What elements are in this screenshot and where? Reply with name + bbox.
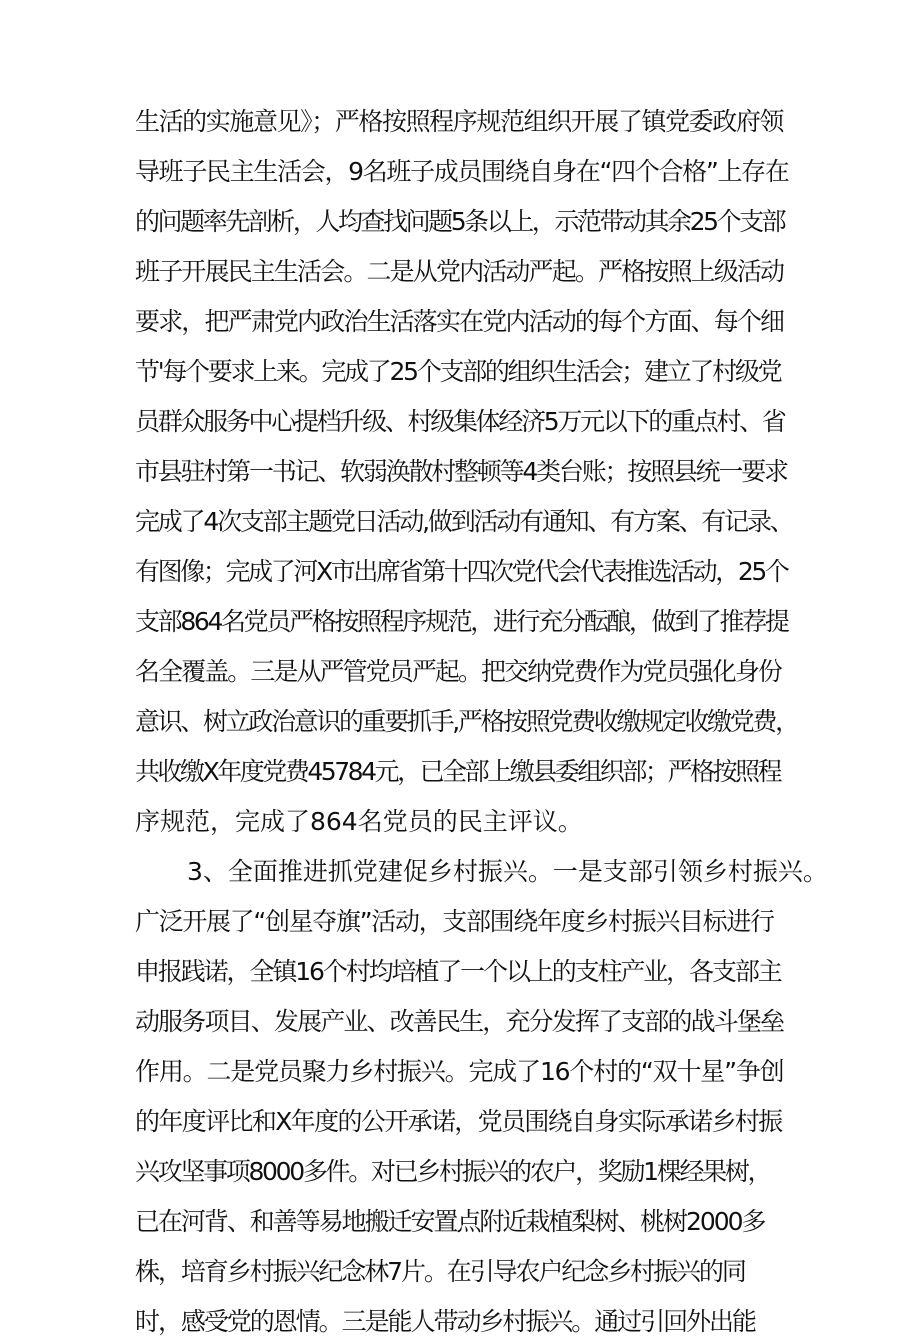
text-line-7: 员群众服务中心提档升级、村级集体经济5万元以下的重点村、省 [135, 407, 785, 436]
text-line-10: 有图像；完成了河X市出席省第十四次党代会代表推选活动，25个 [135, 557, 788, 586]
text-line-17: 广泛开展了“创星夺旗”活动，支部围绕年度乡村振兴目标进行 [135, 907, 774, 936]
text-line-9: 完成了4次支部主题党日活动,做到活动有通知、有方案、有记录、 [135, 507, 793, 536]
text-line-14: 共收缴X年度党费45784元，已全部上缴县委组织部；严格按照程 [135, 757, 781, 786]
section-heading-3: 3、全面推进抓党建促乡村振兴。一是支部引领乡村振兴。 [187, 857, 828, 886]
text-line-12: 名全覆盖。三是从严管党员严起。把交纳党费作为党员强化身份 [135, 657, 781, 686]
text-line-22: 兴攻坚事项8000多件。对已乡村振兴的农户，奖励1棵经果树， [135, 1157, 771, 1186]
text-line-4: 班子开展民主生活会。二是从党内活动严起。严格按照上级活动 [135, 257, 784, 286]
text-line-11: 支部864名党员严格按照程序规范，进行充分酝酿，做到了推荐提 [135, 607, 788, 636]
text-line-24: 株，培育乡村振兴纪念林7片。在引导农户纪念乡村振兴的同 [135, 1257, 745, 1286]
text-line-23: 已在河背、和善等易地搬迁安置点附近栽植梨树、桃树2000多 [135, 1207, 765, 1236]
text-line-5: 要求，把严肃党内政治生活落实在党内活动的每个方面、每个细 [135, 307, 784, 336]
text-line-13: 意识、树立政治意识的重要抓手,严格按照党费收缴规定收缴党费， [135, 707, 798, 736]
text-line-1: 生活的实施意见》；严格按照程序规范组织开展了镇党委政府领 [135, 107, 784, 136]
text-line-15: 序规范，完成了864名党员的民主评议。 [135, 807, 583, 836]
text-line-25: 时，感受党的恩情。三是能人带动乡村振兴。通过引回外出能 [135, 1307, 755, 1336]
text-line-20: 作用。二是党员聚力乡村振兴。完成了16个村的“双十星”争创 [135, 1057, 784, 1086]
text-line-2: 导班子民主生活会，9名班子成员围绕自身在“四个合格”上存在 [135, 157, 789, 186]
text-line-8: 市县驻村第一书记、软弱涣散村整顿等4类台账；按照县统一要求 [135, 457, 787, 486]
text-line-18: 申报践诺，全镇16个村均培植了一个以上的支柱产业，各支部主 [135, 957, 781, 986]
text-line-19: 动服务项目、发展产业、改善民生，充分发挥了支部的战斗堡垒 [135, 1007, 784, 1036]
text-line-6: 节'每个要求上来。完成了25个支部的组织生活会；建立了村级党 [135, 357, 781, 386]
text-line-3: 的问题率先剖析，人均查找问题5条以上，示范带动其余25个支部 [135, 207, 785, 236]
text-line-21: 的年度评比和X年度的公开承诺，党员围绕自身实际承诺乡村振 [135, 1107, 782, 1136]
